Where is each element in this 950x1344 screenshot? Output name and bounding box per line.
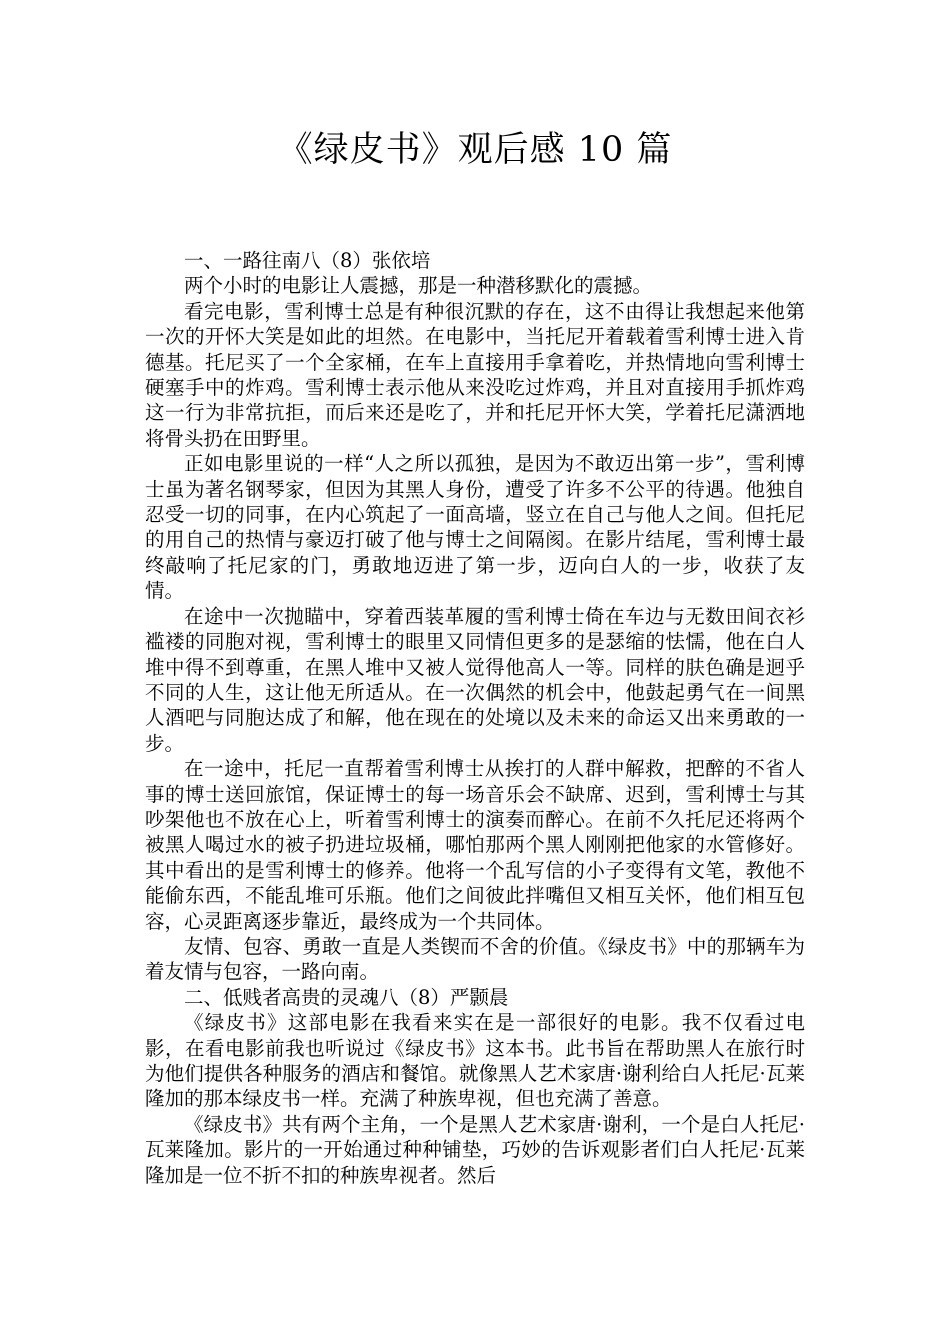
body-paragraph: 友情、包容、勇敢一直是人类锲而不舍的价值。《绿皮书》中的那辆车为着友情与包容，一路向南。 — [145, 934, 805, 984]
body-paragraph: 在途中一次抛瞄中，穿着西装革履的雪利博士倚在车边与无数田间衣衫褴褛的同胞对视，雪利博士的眼里又同情但更多的是瑟缩的怯懦，他在白人堆中得不到尊重，在黑人堆中又被人觉得他高人一等。同样的肤色确是迥乎不同的人生，这让他无所适从。在一次偶然的机会中，他鼓起勇气在一间黑人酒吧与同胞达成了和解，他在现在的处境以及未来的命运又出来勇敢的一步。 — [145, 604, 805, 755]
body-paragraph: 看完电影，雪利博士总是有种很沉默的存在，这不由得让我想起来他第一次的开怀大笑是如此的坦然。在电影中，当托尼开着载着雪利博士进入肯德基。托尼买了一个全家桶，在车上直接用手拿着吃，并热情地向雪利博士硬塞手中的炸鸡。雪利博士表示他从来没吃过炸鸡，并且对直接用手抓炸鸡这一行为非常抗拒，而后来还是吃了，并和托尼开怀大笑，学着托尼潇洒地将骨头扔在田野里。 — [145, 299, 805, 450]
body-paragraph: 两个小时的电影让人震撼，那是一种潜移默化的震撼。 — [184, 274, 653, 298]
document-title: 《绿皮书》观后感 10 篇 — [277, 130, 673, 170]
section-heading: 二、低贱者高贵的灵魂八（8）严颢晨 — [184, 985, 509, 1009]
body-paragraph: 正如电影里说的一样“人之所以孤独，是因为不敢迈出第一步”，雪利博士虽为著名钢琴家，但因为其黑人身份，遭受了许多不公平的待遇。他独自忍受一切的同事，在内心筑起了一面高墙，竖立在自己与他人之间。但托尼的用自己的热情与豪迈打破了他与博士之间隔阂。在影片结尾，雪利博士最终敲响了托尼家的门，勇敢地迈进了第一步，迈向白人的一步，收获了友情。 — [145, 452, 805, 603]
section-heading: 一、一路往南八（8）张依培 — [184, 249, 431, 272]
body-paragraph: 《绿皮书》这部电影在我看来实在是一部很好的电影。我不仅看过电影，在看电影前我也听说过《绿皮书》这本书。此书旨在帮助黑人在旅行时为他们提供各种服务的酒店和餐馆。就像黑人艺术家唐·谢利给白人托尼·瓦莱隆加的那本绿皮书一样。充满了种族卑视，但也充满了善意。 — [145, 1011, 805, 1111]
document-body — [145, 248, 805, 1188]
body-paragraph: 在一途中，托尼一直帮着雪利博士从挨打的人群中解救，把醉的不省人事的博士送回旅馆，保证博士的每一场音乐会不缺席、迟到，雪利博士与其吵架他也不放在心上，听着雪利博士的演奏而醉心。在前不久托尼还将两个被黑人喝过水的被子扔进垃圾桶，哪怕那两个黑人刚刚把他家的水管修好。其中看出的是雪利博士的修养。他将一个乱写信的小子变得有文笔，教他不能偷东西，不能乱堆可乐瓶。他们之间彼此拌嘴但又相互关怀，他们相互包容，心灵距离逐步靠近，最终成为一个共同体。 — [145, 757, 805, 933]
body-paragraph: 《绿皮书》共有两个主角，一个是黑人艺术家唐·谢利，一个是白人托尼·瓦莱隆加。影片的一开始通过种种铺垫，巧妙的告诉观影者们白人托尼·瓦莱隆加是一位不折不扣的种族卑视者。然后 — [145, 1112, 805, 1187]
